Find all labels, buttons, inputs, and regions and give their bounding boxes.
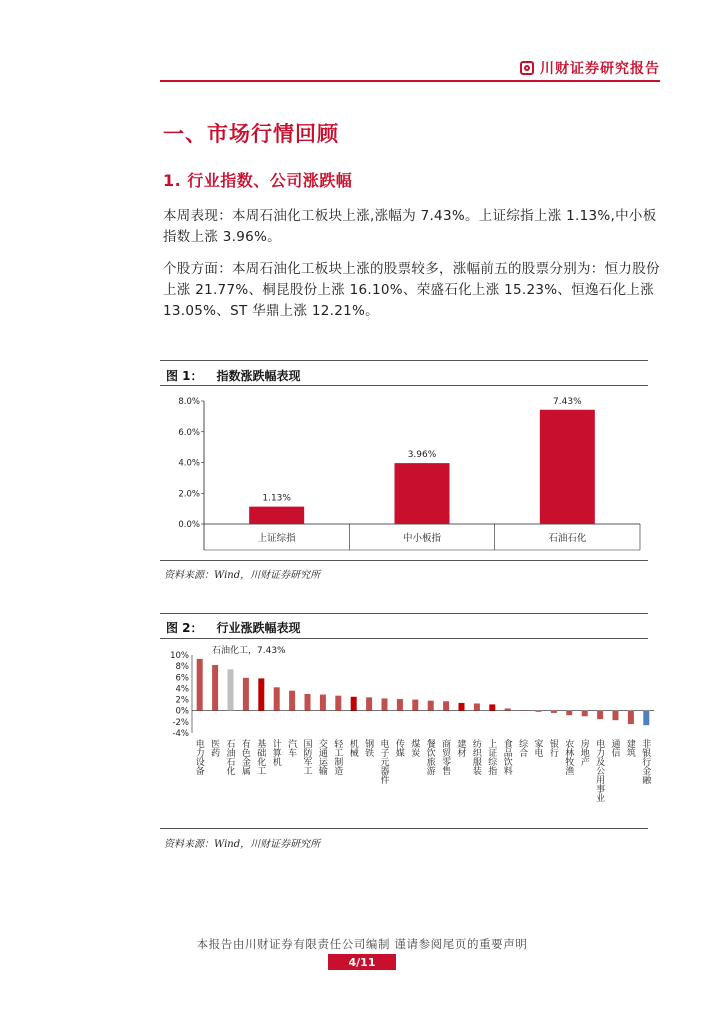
y-tick-label: 8% bbox=[175, 662, 189, 673]
y-tick-label: 8.0% bbox=[178, 397, 200, 407]
figure1-caption-rule bbox=[160, 385, 648, 386]
bar-房地产 bbox=[582, 711, 588, 717]
x-tick-label: 建材 bbox=[455, 739, 466, 757]
data-label: 7.43% bbox=[553, 396, 582, 407]
bar-钢铁 bbox=[366, 697, 372, 710]
x-tick-label: 上证综指 bbox=[486, 739, 497, 775]
x-tick-label: 电力设备 bbox=[193, 739, 204, 775]
y-tick-label: -2% bbox=[172, 717, 189, 728]
x-tick-label: 电子元器件 bbox=[378, 739, 389, 784]
figure2-source: 资料来源：Wind，川财证券研究所 bbox=[164, 839, 321, 850]
x-tick-label: 纺织服装 bbox=[470, 739, 481, 775]
report-header bbox=[520, 58, 660, 78]
subsection-title: 1. 行业指数、公司涨跌幅 bbox=[163, 171, 353, 190]
y-tick-label: 0% bbox=[175, 706, 189, 717]
figure2-bottom-rule bbox=[160, 828, 648, 829]
bar-石油石化 bbox=[540, 410, 595, 524]
figure1-source: 资料来源：Wind，川财证券研究所 bbox=[164, 570, 321, 581]
chart-annotation: 石油化工，7.43% bbox=[212, 646, 286, 656]
industry-change-chart bbox=[160, 640, 656, 826]
x-tick-label: 综合 bbox=[517, 739, 528, 757]
x-tick-label: 食品饮料 bbox=[501, 739, 512, 775]
bar-有色金属 bbox=[243, 678, 249, 711]
x-tick-label: 煤炭 bbox=[409, 739, 420, 757]
figure2-label: 图 2： bbox=[166, 621, 203, 635]
bar-电子元器件 bbox=[382, 698, 388, 710]
bar-汽车 bbox=[289, 691, 295, 711]
header-divider bbox=[160, 80, 660, 82]
x-tick-label: 有色金属 bbox=[239, 739, 250, 775]
x-tick-label: 银行 bbox=[547, 739, 558, 757]
bar-交通运输 bbox=[320, 695, 326, 711]
x-tick-label: 传媒 bbox=[393, 739, 404, 757]
x-tick-label: 钢铁 bbox=[363, 739, 374, 757]
bar-建材 bbox=[459, 703, 465, 711]
x-tick-label: 家电 bbox=[532, 739, 543, 757]
x-tick-label: 国防军工 bbox=[301, 739, 312, 775]
weekly-performance-paragraph: 本周表现：本周石油化工板块上涨,涨幅为 7.43%。上证综指上涨 1.13%,中小板指数上涨 3.96%。 bbox=[163, 208, 657, 245]
bar-基础化工 bbox=[258, 678, 264, 710]
y-tick-label: 2.0% bbox=[178, 489, 200, 500]
y-tick-label: 6% bbox=[175, 673, 189, 684]
y-tick-label: 4.0% bbox=[178, 458, 200, 469]
figure2-title: 行业涨跌幅表现 bbox=[216, 621, 301, 635]
bar-传媒 bbox=[397, 699, 403, 711]
figure2-caption-rule bbox=[160, 638, 648, 639]
bar-中小板指 bbox=[395, 463, 450, 524]
bar-上证综指 bbox=[489, 704, 495, 710]
y-tick-label: 10% bbox=[170, 651, 189, 661]
bar-电力及公用事业 bbox=[597, 711, 603, 719]
bar-建筑 bbox=[628, 711, 634, 724]
y-tick-label: -4% bbox=[172, 729, 189, 739]
figure1-caption bbox=[166, 367, 301, 384]
figure1-bottom-rule bbox=[160, 560, 648, 561]
data-label: 1.13% bbox=[262, 493, 291, 504]
index-change-chart bbox=[160, 388, 648, 558]
y-tick-label: 6.0% bbox=[178, 427, 200, 438]
y-tick-label: 2% bbox=[175, 695, 189, 706]
bar-家电 bbox=[536, 711, 542, 712]
figure2-top-rule bbox=[160, 613, 648, 614]
bar-煤炭 bbox=[412, 700, 418, 711]
y-tick-label: 0.0% bbox=[178, 520, 200, 530]
figure1-label: 图 1： bbox=[166, 369, 203, 383]
x-tick-label: 中小板指 bbox=[402, 533, 442, 544]
bar-电力设备 bbox=[197, 659, 203, 711]
x-tick-label: 汽车 bbox=[286, 739, 297, 757]
x-tick-label: 轻工制造 bbox=[332, 739, 343, 775]
x-tick-label: 医药 bbox=[209, 739, 220, 757]
bar-食品饮料 bbox=[505, 708, 511, 710]
x-tick-label: 商贸零售 bbox=[440, 739, 451, 775]
x-tick-label: 建筑 bbox=[624, 739, 635, 757]
figure1-title: 指数涨跌幅表现 bbox=[216, 369, 301, 383]
bar-商贸零售 bbox=[443, 701, 449, 710]
bar-纺织服装 bbox=[474, 703, 480, 710]
bar-国防军工 bbox=[305, 694, 311, 711]
data-label: 3.96% bbox=[407, 450, 437, 461]
x-tick-label: 非银行金融 bbox=[640, 739, 651, 784]
x-tick-label: 上证综指 bbox=[257, 533, 296, 544]
bar-计算机 bbox=[274, 687, 280, 710]
bar-综合 bbox=[520, 710, 526, 711]
x-tick-label: 石油石化 bbox=[224, 739, 235, 775]
bar-轻工制造 bbox=[335, 696, 341, 711]
bar-上证综指 bbox=[249, 507, 304, 524]
x-tick-label: 石油石化 bbox=[548, 533, 587, 544]
figure2-caption bbox=[166, 619, 301, 636]
stock-performance-paragraph: 个股方面：本周石油化工板块上涨的股票较多，涨幅前五的股票分别为：恒力股份上涨 21.77%、桐昆股份上涨 16.10%、荣盛石化上涨 15.23%、恒逸石化上涨 13.05%、ST 华鼎上涨 12.21%。 bbox=[163, 261, 660, 319]
page-number: 4/11 bbox=[328, 954, 396, 970]
x-tick-label: 餐饮旅游 bbox=[424, 739, 435, 775]
bar-机械 bbox=[351, 697, 357, 711]
bar-医药 bbox=[212, 665, 218, 711]
x-tick-label: 电力及公用事业 bbox=[594, 739, 605, 802]
x-tick-label: 计算机 bbox=[270, 739, 281, 766]
footer-disclaimer: 本报告由川财证券有限责任公司编制 谨请参阅尾页的重要声明 bbox=[196, 937, 528, 951]
bar-石油石化 bbox=[228, 669, 234, 710]
x-tick-label: 机械 bbox=[347, 739, 358, 757]
bar-非银行金融 bbox=[643, 711, 649, 725]
bar-餐饮旅游 bbox=[428, 701, 434, 711]
x-tick-label: 交通运输 bbox=[316, 739, 327, 775]
chuancai-logo-icon bbox=[520, 61, 534, 75]
x-tick-label: 基础化工 bbox=[255, 739, 266, 775]
x-tick-label: 通信 bbox=[609, 739, 620, 757]
bar-银行 bbox=[551, 711, 557, 713]
bar-农林牧渔 bbox=[566, 711, 572, 715]
bar-通信 bbox=[613, 711, 619, 720]
figure1-top-rule bbox=[160, 360, 648, 361]
x-tick-label: 房地产 bbox=[578, 739, 589, 766]
brand-name: 川财证券研究报告 bbox=[540, 61, 660, 77]
y-tick-label: 4% bbox=[175, 684, 189, 695]
x-tick-label: 农林牧渔 bbox=[563, 739, 574, 775]
section-title: 一、市场行情回顾 bbox=[163, 122, 339, 146]
